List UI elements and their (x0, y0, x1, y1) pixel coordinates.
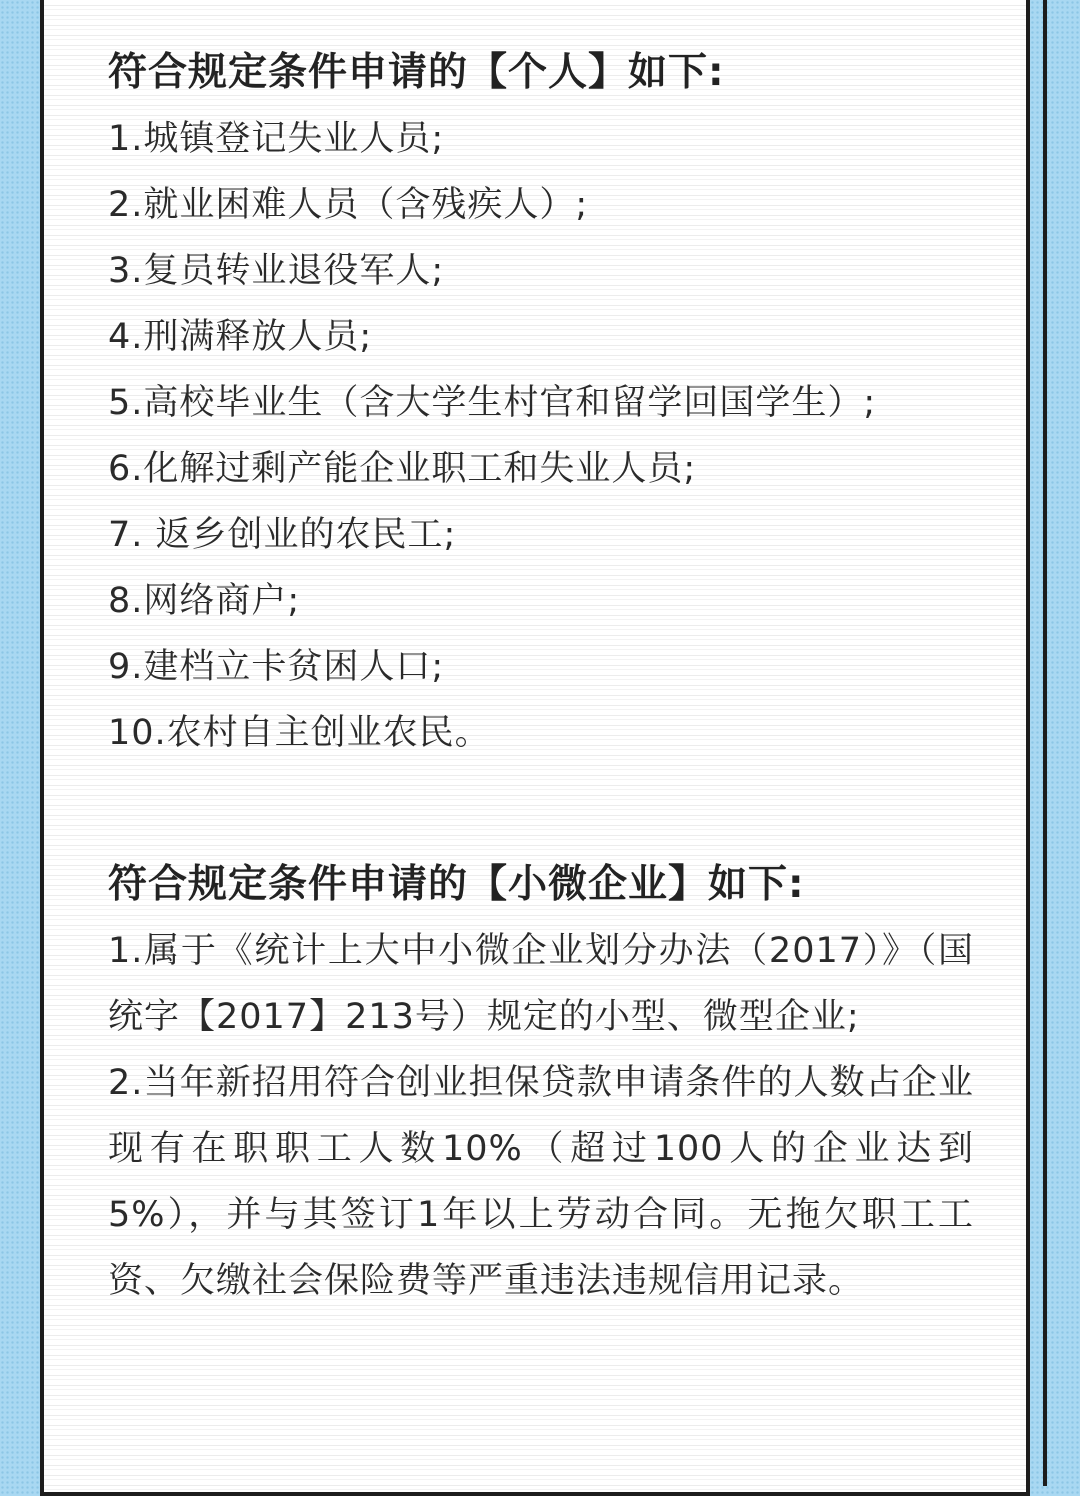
personal-item: 10.农村自主创业农民。 (108, 713, 491, 753)
personal-item: 9.建档立卡贫困人口; (108, 647, 445, 687)
personal-item: 2.就业困难人员（含残疾人）; (108, 185, 589, 225)
personal-item: 7. 返乡创业的农民工; (108, 515, 457, 555)
personal-item: 5.高校毕业生（含大学生村官和留学回国学生）; (108, 383, 877, 423)
personal-item: 8.网络商户; (108, 581, 301, 621)
personal-item: 3.复员转业退役军人; (108, 251, 445, 291)
enterprise-heading: 符合规定条件申请的【小微企业】如下: (108, 862, 805, 907)
enterprise-item: 2.当年新招用符合创业担保贷款申请条件的人数占企业现有在职职工人数10%（超过100人的企业达到5%），并与其签订1年以上劳动合同。无拖欠职工工资、欠缴社会保险费等严重违法违规信用记录。 (108, 1063, 974, 1301)
personal-item: 4.刑满释放人员; (108, 317, 373, 357)
personal-item: 1.城镇登记失业人员; (108, 119, 445, 159)
enterprise-item: 1.属于《统计上大中小微企业划分办法（2017）》（国统字【2017】213号）规定的小型、微型企业; (108, 931, 974, 1037)
decorative-border-line (1043, 0, 1047, 1486)
personal-item: 6.化解过剩产能企业职工和失业人员; (108, 449, 697, 489)
personal-heading: 符合规定条件申请的【个人】如下: (108, 50, 725, 95)
article-content (108, 40, 974, 1314)
